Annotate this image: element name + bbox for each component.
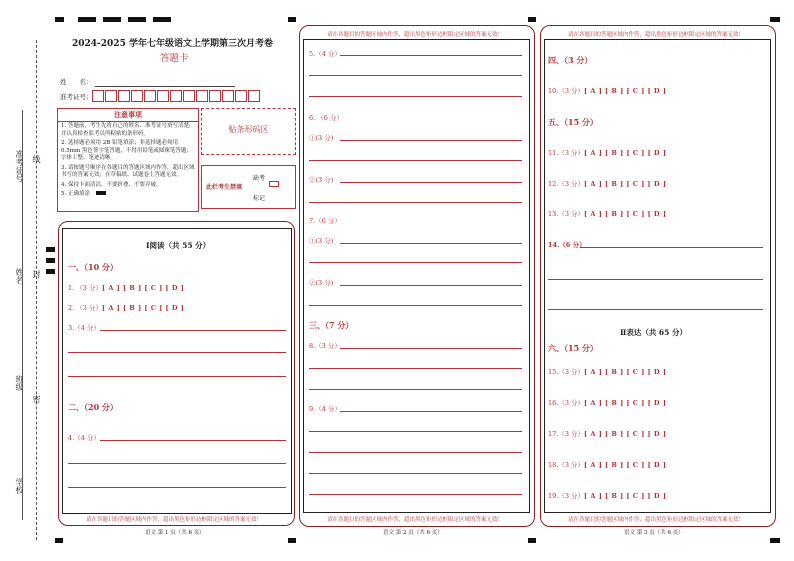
answer-line[interactable] <box>548 309 763 310</box>
page3-footer: 语文 第 3 页（共 6 页） <box>624 530 684 536</box>
side-name: 姓名 <box>15 268 24 284</box>
corner-mark <box>288 17 296 22</box>
question-11 <box>548 148 666 157</box>
answer-line[interactable] <box>309 473 522 474</box>
question-9: 9.（4 分） <box>309 405 341 413</box>
answer-line[interactable] <box>309 452 522 453</box>
corner-mark <box>103 17 121 22</box>
question-19-options[interactable]: [ A ] [ B ] [ C ] [ D ] <box>584 492 667 500</box>
answer-line[interactable] <box>309 96 522 97</box>
question-2-options[interactable]: [ A ] [ B ] [ C ] [ D ] <box>101 304 185 312</box>
notice-item: 4. 保持卡面清洁，不要折叠、不要弄破。 <box>61 181 162 188</box>
question-7: 7.（6 分） <box>309 217 341 225</box>
answer-line[interactable] <box>309 75 522 76</box>
side-school: 学校 <box>15 478 24 494</box>
answer-line[interactable] <box>580 247 763 248</box>
question-7-part-2: ②(3 分) <box>309 279 334 287</box>
question-18-options[interactable]: [ A ] [ B ] [ C ] [ D ] <box>584 461 667 469</box>
question-16-label: 16.（3 分） <box>548 399 585 407</box>
corner-mark <box>770 538 780 543</box>
page1-footer: 语文 第 1 页（共 6 页） <box>145 530 205 536</box>
side-mark <box>46 258 55 263</box>
question-5: 5.（4 分） <box>309 50 341 58</box>
absent-mark-bottom: 标记 <box>253 195 266 202</box>
corner-mark <box>153 17 171 22</box>
answer-line[interactable] <box>340 182 522 183</box>
corner-mark <box>528 17 536 22</box>
answer-line[interactable] <box>340 348 522 349</box>
question-18 <box>548 460 666 469</box>
fill-sample <box>96 191 106 195</box>
notice-item: 3. 请按题号顺序在各题目的答题区域内作答，超出区域书写的答案无效；在草稿纸、试题卷上答题无效。 <box>61 164 195 178</box>
barcode-area <box>201 108 296 155</box>
question-15-label: 15.（3 分） <box>548 368 585 376</box>
absent-mark-top: 缺考 <box>253 175 266 182</box>
answer-line[interactable] <box>340 140 522 141</box>
question-6-part-2: ②(3 分) <box>309 176 334 184</box>
answer-line[interactable] <box>340 243 522 244</box>
answer-line[interactable] <box>548 279 763 280</box>
question-16-options[interactable]: [ A ] [ B ] [ C ] [ D ] <box>584 399 667 407</box>
page2-inner <box>303 39 530 513</box>
answer-line[interactable] <box>309 431 522 432</box>
question-10-label: 10.（3 分） <box>548 87 585 95</box>
question-12 <box>548 179 666 188</box>
answer-line[interactable] <box>68 352 286 353</box>
page3-warning-bottom: 请在各题目的答题区域内作答，超出黑色矩形边框限定区域的答案无效！ <box>568 517 745 523</box>
question-10 <box>548 86 666 95</box>
question-14-label: 14.（6 分） <box>548 241 586 249</box>
page-title: 2024-2025 学年七年级语文上学期第三次月考卷 <box>72 39 273 49</box>
question-2 <box>68 303 184 312</box>
question-7-part-1: ①(3 分) <box>309 237 334 245</box>
page2-warning-top: 请在各题目的答题区域内作答，超出黑色矩形边框限定区域的答案无效！ <box>327 32 504 38</box>
question-18-label: 18.（3 分） <box>548 461 585 469</box>
page3-inner <box>544 39 771 513</box>
answer-line[interactable] <box>309 389 522 390</box>
question-17-options[interactable]: [ A ] [ B ] [ C ] [ D ] <box>584 430 667 438</box>
answer-line[interactable] <box>309 494 522 495</box>
binding-line <box>36 40 37 540</box>
question-13 <box>548 209 666 218</box>
corner-mark <box>128 17 146 22</box>
side-class: 班级 <box>15 375 24 391</box>
answer-line[interactable] <box>100 440 286 441</box>
question-17-label: 17.（3 分） <box>548 430 585 438</box>
question-13-options[interactable]: [ A ] [ B ] [ C ] [ D ] <box>584 210 667 218</box>
side-mark <box>46 269 55 274</box>
question-6-part-1: ①(3 分) <box>309 134 334 142</box>
barcode-label: 贴条形码区 <box>228 125 269 134</box>
corner-mark <box>78 17 96 22</box>
absent-label: 此栏考生禁填 <box>206 184 243 191</box>
section-6-title: 六、（15 分） <box>548 343 598 353</box>
section-5-title: 五、（15 分） <box>548 117 598 127</box>
notice-title: 注意事项 <box>58 109 198 122</box>
answer-line[interactable] <box>340 285 522 286</box>
question-17 <box>548 429 666 438</box>
side-line: 线 <box>32 155 41 163</box>
notice-item: 2. 选择题必须用 2B 铅笔填涂；非选择题必须用 0.5mm 黑色签字笔答题，不得用铅笔或圆珠笔答题；字体工整、笔迹清晰。 <box>61 140 192 161</box>
name-field[interactable] <box>95 86 235 87</box>
answer-line[interactable] <box>68 463 286 464</box>
question-11-options[interactable]: [ A ] [ B ] [ C ] [ D ] <box>584 149 667 157</box>
notice-item: 1. 答题前，考生先将自己的姓名、准考证号填写清楚，并认真检查监考员所粘贴的条形码。 <box>61 123 195 137</box>
absent-box <box>201 165 296 209</box>
answer-line[interactable] <box>68 376 286 377</box>
question-11-label: 11.（3 分） <box>548 149 585 157</box>
exam-no-label: 准考证号： <box>60 93 93 101</box>
section-3-title: 三、（7 分） <box>309 320 354 330</box>
question-1 <box>68 283 184 292</box>
page2-warning-bottom: 请在各题目的答题区域内作答，超出黑色矩形边框限定区域的答案无效！ <box>327 517 504 523</box>
question-16 <box>548 398 666 407</box>
side-mark <box>46 247 55 252</box>
absent-checkbox[interactable] <box>269 181 279 187</box>
question-1-label: 1. （3 分） <box>68 284 102 292</box>
notice-item <box>58 190 198 200</box>
answer-line[interactable] <box>309 368 522 369</box>
section-2-title: 二、（20 分） <box>68 402 118 412</box>
question-6: 6. （6 分） <box>309 114 343 122</box>
corner-mark <box>528 538 536 543</box>
question-12-options[interactable]: [ A ] [ B ] [ C ] [ D ] <box>584 180 667 188</box>
question-1-options[interactable]: [ A ] [ B ] [ C ] [ D ] <box>101 284 185 292</box>
page2-footer: 语文 第 2 页（共 6 页） <box>383 530 443 536</box>
corner-mark <box>55 17 64 22</box>
answer-line[interactable] <box>340 411 522 412</box>
question-19-label: 19.（3 分） <box>548 492 585 500</box>
section-4-title: 四、（3 分） <box>548 55 593 65</box>
answer-line[interactable] <box>309 202 522 203</box>
answer-line[interactable] <box>100 330 286 331</box>
answer-line[interactable] <box>309 305 522 306</box>
question-3: 3.（4 分） <box>68 324 100 332</box>
question-4: 4.（4 分） <box>68 434 100 442</box>
side-close: 密 <box>32 395 41 403</box>
answer-line[interactable] <box>68 487 286 488</box>
page1-part-title: Ⅰ阅读（共 55 分） <box>146 241 211 250</box>
question-2-label: 2. （3 分） <box>68 304 102 312</box>
question-10-options[interactable]: [ A ] [ B ] [ C ] [ D ] <box>584 87 667 95</box>
notice-box <box>57 108 199 212</box>
notice-fill-label: 5. 正确填涂 <box>61 191 90 197</box>
question-15 <box>548 367 666 376</box>
question-12-label: 12.（3 分） <box>548 180 585 188</box>
side-exam-no: 准考证号 <box>15 150 24 182</box>
page3-warning-top: 请在各题目的答题区域内作答，超出黑色矩形边框限定区域的答案无效！ <box>568 32 745 38</box>
answer-line[interactable] <box>309 160 522 161</box>
section-1-title: 一、（10 分） <box>68 262 118 272</box>
answer-line[interactable] <box>309 262 522 263</box>
question-19 <box>548 491 666 500</box>
question-13-label: 13.（3 分） <box>548 210 585 218</box>
corner-mark <box>55 538 63 543</box>
page-subtitle: 答题卡 <box>160 53 189 64</box>
corner-mark <box>770 17 780 22</box>
name-label: 姓 名： <box>60 78 93 86</box>
side-seal: 封 <box>32 270 41 278</box>
answer-line[interactable] <box>340 55 522 56</box>
page1-warning: 请在各题目的答题区域内作答，超出黑色矩形边框限定区域的答案无效！ <box>86 517 263 523</box>
question-8: 8.（3 分） <box>309 342 341 350</box>
side-blank <box>22 110 23 520</box>
corner-mark <box>288 538 296 543</box>
exam-no-boxes[interactable] <box>92 90 261 102</box>
question-15-options[interactable]: [ A ] [ B ] [ C ] [ D ] <box>584 368 667 376</box>
page3-part-title: Ⅱ表达（共 65 分） <box>620 328 687 337</box>
